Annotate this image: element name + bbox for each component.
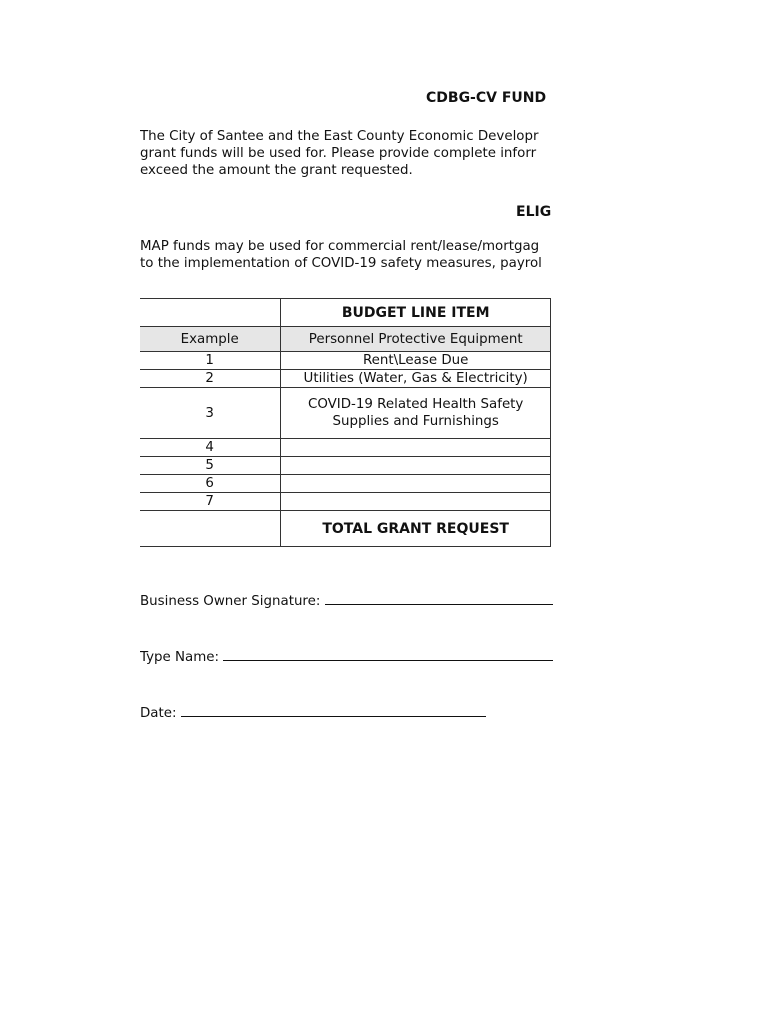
form-title: CDBG-CV FUND	[426, 90, 547, 106]
example-value: Personnel Protective Equipment	[281, 327, 551, 352]
table-row	[140, 493, 551, 511]
row-number: 1	[140, 352, 281, 370]
total-blank-cell	[140, 511, 281, 547]
date-line	[140, 704, 486, 721]
total-grant-request-label: TOTAL GRANT REQUEST	[281, 511, 551, 547]
table-row	[140, 370, 551, 388]
header-blank-cell	[140, 299, 281, 327]
budget-line-item-header: BUDGET LINE ITEM	[281, 299, 551, 327]
form-page	[140, 0, 553, 1024]
total-row	[140, 511, 551, 547]
example-row	[140, 327, 551, 352]
intro-line: exceed the amount the grant requested.	[140, 163, 413, 178]
budget-item-cell[interactable]	[281, 493, 551, 511]
owner-signature-line	[140, 592, 553, 609]
row-number: 6	[140, 475, 281, 493]
budget-item-cell[interactable]: Rent\Lease Due	[281, 352, 551, 370]
intro-line: The City of Santee and the East County Economic Developr	[140, 129, 539, 144]
type-name-line	[140, 648, 553, 665]
budget-item-cell[interactable]: Utilities (Water, Gas & Electricity)	[281, 370, 551, 388]
eligibility-line: MAP funds may be used for commercial rent/lease/mortgag	[140, 239, 540, 254]
budget-item-cell[interactable]	[281, 439, 551, 457]
row-number: 2	[140, 370, 281, 388]
date-label: Date:	[140, 706, 177, 721]
row-number: 4	[140, 439, 281, 457]
example-label: Example	[140, 327, 281, 352]
type-name-label: Type Name:	[140, 650, 220, 665]
owner-signature-label: Business Owner Signature:	[140, 594, 321, 609]
eligibility-paragraph	[140, 238, 542, 272]
table-row	[140, 388, 551, 439]
budget-item-cell[interactable]	[281, 457, 551, 475]
budget-item-cell[interactable]	[281, 475, 551, 493]
table-row	[140, 475, 551, 493]
table-header-row	[140, 299, 551, 327]
intro-line: grant funds will be used for. Please provide complete inforr	[140, 146, 537, 161]
owner-signature-field[interactable]	[325, 592, 553, 605]
row-number: 3	[140, 388, 281, 439]
budget-table	[140, 298, 551, 547]
date-field[interactable]	[181, 704, 486, 717]
type-name-field[interactable]	[223, 648, 553, 661]
table-row	[140, 439, 551, 457]
table-row	[140, 457, 551, 475]
budget-item-cell[interactable]: COVID-19 Related Health Safety Supplies and Furnishings	[281, 388, 551, 439]
row-number: 5	[140, 457, 281, 475]
section-heading: ELIG	[516, 204, 552, 220]
intro-paragraph	[140, 128, 539, 179]
table-row	[140, 352, 551, 370]
row-number: 7	[140, 493, 281, 511]
eligibility-line: to the implementation of COVID-19 safety measures, payrol	[140, 256, 542, 271]
